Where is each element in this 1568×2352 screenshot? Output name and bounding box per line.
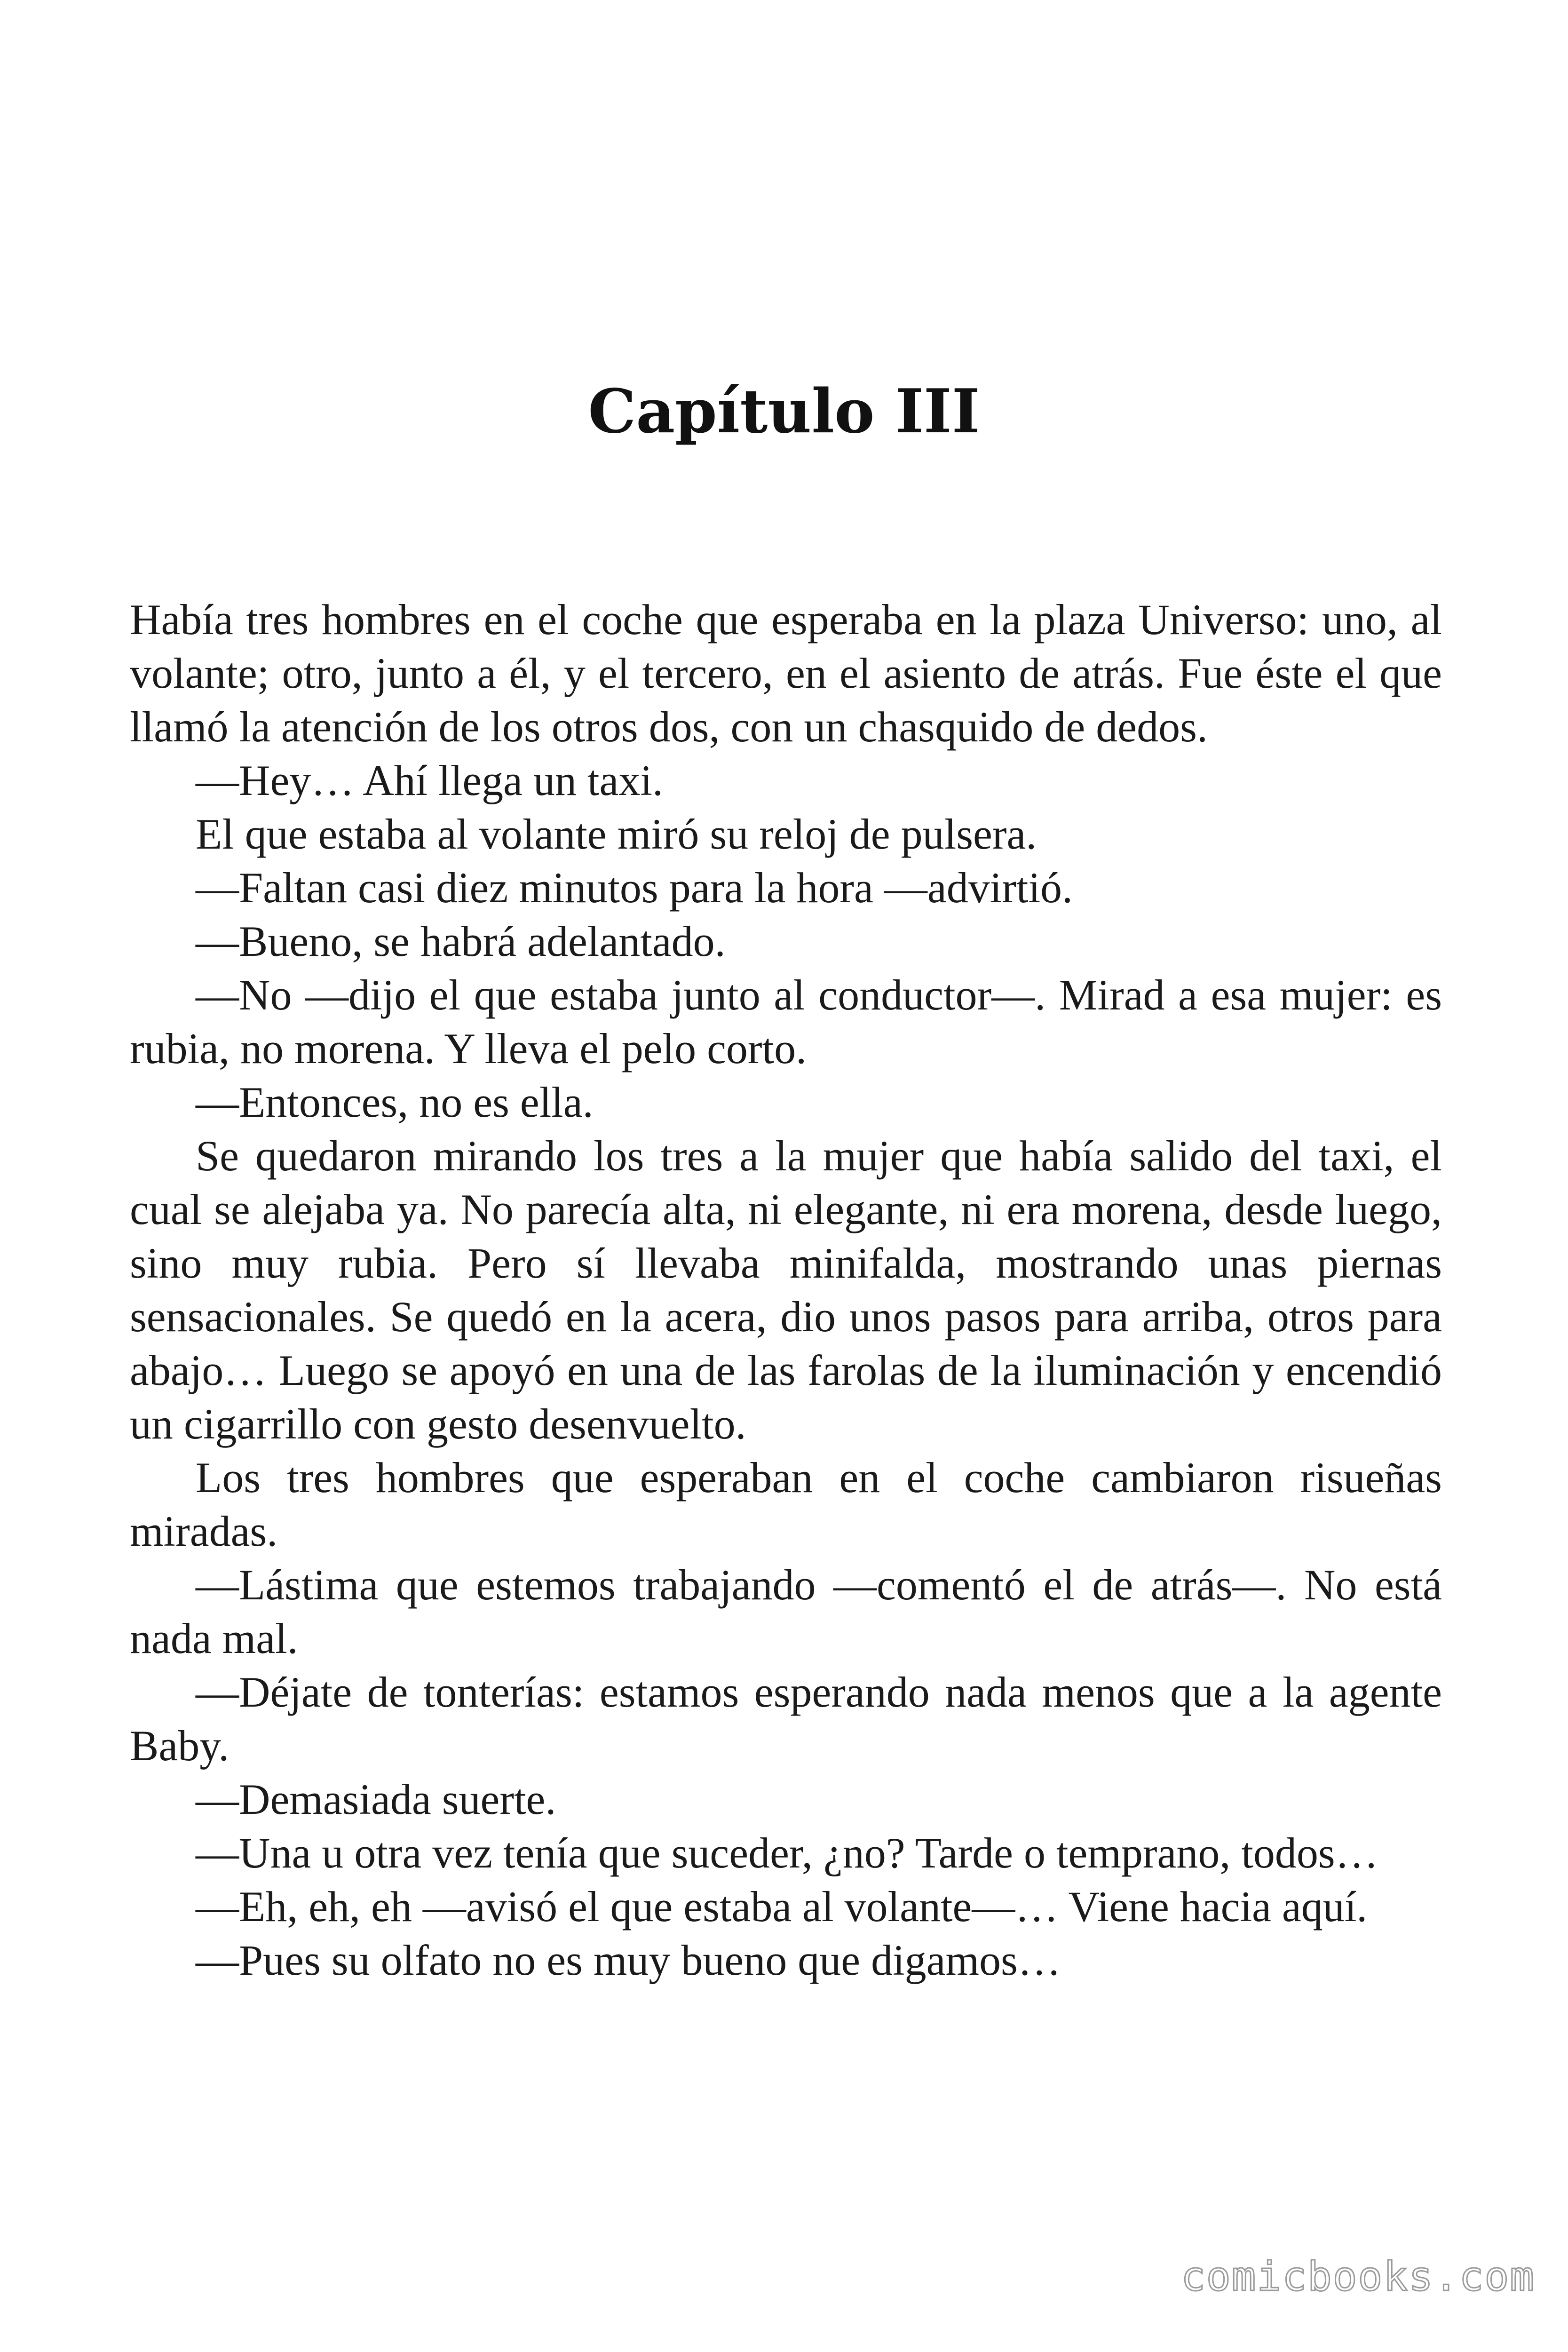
paragraph: —Déjate de tonterías: estamos esperando nada menos que a la agente Baby. (130, 1668, 1442, 1770)
paragraph: —Entonces, no es ella. (196, 1078, 594, 1126)
chapter-body (130, 593, 1442, 1987)
chapter-title: Capítulo III (588, 376, 980, 447)
paragraph: —Lástima que estemos trabajando —comentó el de atrás—. No está nada mal. (130, 1561, 1442, 1662)
paragraph: —Hey… Ahí llega un taxi. (196, 756, 663, 804)
paragraph: —Eh, eh, eh —avisó el que estaba al volante—… Viene hacia aquí. (196, 1883, 1368, 1931)
paragraph: —Bueno, se habrá adelantado. (196, 917, 726, 965)
paragraph: Había tres hombres en el coche que esperaba en la plaza Universo: uno, al volante; otro, junto a él, y el tercero, en el asiento de atrás. Fue éste el que llamó la atención de los otros dos, con un chasquido de dedos. (130, 596, 1442, 751)
paragraph: Los tres hombres que esperaban en el coche cambiaron risueñas miradas. (130, 1454, 1442, 1555)
paragraph: El que estaba al volante miró su reloj de pulsera. (196, 810, 1037, 858)
paragraph: —Pues su olfato no es muy bueno que digamos… (196, 1936, 1061, 1984)
paragraph: —Demasiada suerte. (196, 1775, 556, 1823)
paragraph: —No —dijo el que estaba junto al conductor—. Mirad a esa mujer: es rubia, no morena. Y lleva el pelo corto. (130, 971, 1442, 1073)
watermark: comicbooks.com (1181, 2253, 1535, 2300)
paragraph: —Faltan casi diez minutos para la hora —advirtió. (196, 864, 1073, 912)
paragraph: —Una u otra vez tenía que suceder, ¿no? Tarde o temprano, todos… (196, 1829, 1378, 1877)
paragraph: Se quedaron mirando los tres a la mujer que había salido del taxi, el cual se alejaba ya. No parecía alta, ni elegante, ni era morena, desde luego, sino muy rubia. Pero sí llevaba minifalda, mostrando unas piernas sensacionales. Se quedó en la acera, dio unos pasos para arriba, otros para abajo… Luego se apoyó en una de las farolas de la iluminación y encendió un cigarrillo con gesto desenvuelto. (130, 1132, 1442, 1448)
